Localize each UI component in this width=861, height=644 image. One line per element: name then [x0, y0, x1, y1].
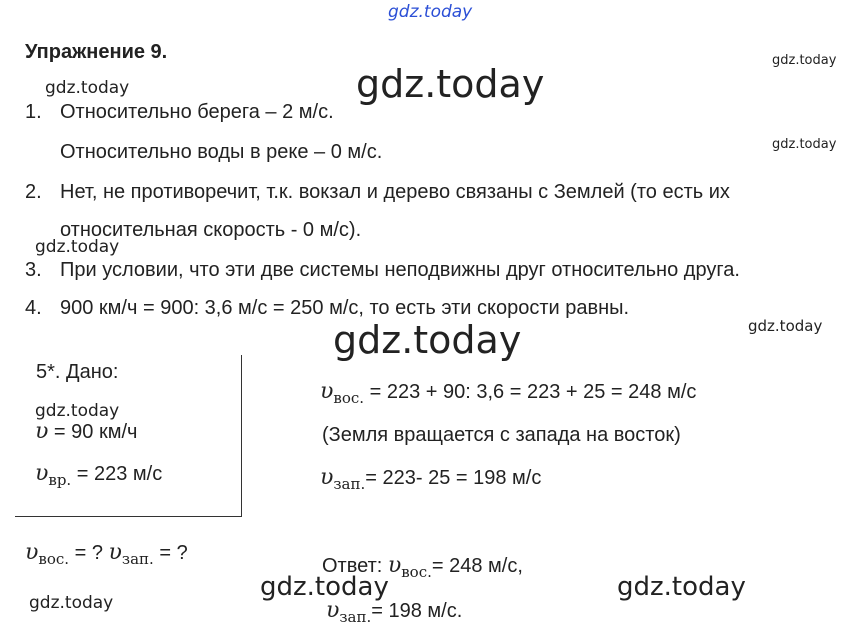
answer-value-1: = 248 м/с,	[431, 555, 523, 577]
solution-line-1-value: = 223 + 90: 3,6 = 223 + 25 = 248 м/с	[364, 381, 697, 403]
watermark-large: gdz.today	[333, 318, 522, 362]
velocity-symbol: υ	[387, 553, 402, 578]
given-speed-value: = 90 км/ч	[48, 421, 138, 443]
answer-line-1	[25, 101, 334, 124]
watermark-small: gdz.today	[35, 237, 120, 257]
watermark-large: gdz.today	[356, 62, 545, 106]
velocity-symbol: υ	[320, 379, 334, 404]
answer-line	[322, 553, 523, 581]
watermark-medium: gdz.today	[260, 572, 389, 602]
given-rotation-value: = 223 м/с	[71, 463, 163, 485]
answer-label: Ответ:	[322, 555, 388, 577]
item-text: Относительно воды в реке – 0 м/с.	[60, 141, 383, 163]
solution-line-1	[320, 379, 696, 407]
find-line	[25, 540, 188, 568]
answer-line-6	[25, 297, 629, 320]
velocity-subscript: вос.	[333, 389, 365, 407]
velocity-symbol: υ	[35, 461, 49, 486]
watermark-medium: gdz.today	[617, 572, 746, 602]
solution-line-2: (Земля вращается с запада на восток)	[322, 424, 681, 446]
watermark-top: gdz.today	[388, 2, 473, 22]
velocity-subscript: зап.	[339, 608, 372, 626]
velocity-symbol: υ	[320, 465, 334, 490]
item-text: Относительно берега – 2 м/с.	[60, 101, 334, 123]
velocity-subscript: вос.	[401, 563, 432, 581]
given-divider-horizontal	[15, 516, 242, 517]
velocity-symbol: υ	[25, 540, 39, 565]
watermark-small: gdz.today	[29, 593, 114, 613]
answer-value-2: = 198 м/с.	[371, 600, 463, 622]
watermark-small: gdz.today	[45, 78, 130, 98]
velocity-symbol: υ	[35, 419, 49, 444]
item-text: относительная скорость - 0 м/с).	[60, 219, 362, 241]
item-text: При условии, что эти две системы неподвижны друг относительно друга.	[60, 259, 740, 281]
watermark-tiny: gdz.today	[772, 137, 837, 152]
watermark-small: gdz.today	[748, 317, 823, 335]
item-text: 900 км/ч = 900: 3,6 м/с = 250 м/с, то есть эти скорости равны.	[60, 297, 630, 319]
item-number: 4.	[25, 297, 42, 319]
watermark-small: gdz.today	[35, 401, 120, 421]
answer-line-2	[25, 141, 382, 164]
exercise-title: Упражнение 9.	[25, 41, 168, 63]
velocity-symbol: υ	[108, 540, 122, 565]
given-speed	[35, 419, 137, 444]
item-number: 2.	[25, 181, 42, 203]
answer-line-5	[25, 259, 740, 282]
find-separator: = ?	[69, 542, 109, 564]
watermark-tiny: gdz.today	[772, 53, 837, 68]
given-heading: 5*. Дано:	[36, 361, 119, 383]
velocity-symbol: υ	[326, 598, 340, 623]
velocity-subscript: зап.	[121, 550, 154, 568]
item-number: 3.	[25, 259, 42, 281]
item-number: 1.	[25, 101, 42, 123]
velocity-subscript: вос.	[38, 550, 70, 568]
given-divider-vertical	[241, 355, 242, 517]
given-rotation-speed	[35, 461, 162, 489]
velocity-subscript: вр.	[48, 471, 72, 489]
answer-line-3	[25, 181, 730, 204]
answer-line-4	[25, 219, 361, 242]
find-end: = ?	[153, 542, 188, 564]
solution-line-3	[320, 465, 541, 493]
answer-line-2	[326, 598, 462, 626]
velocity-subscript: зап.	[333, 475, 366, 493]
solution-line-3-value: = 223- 25 = 198 м/с	[365, 467, 542, 489]
item-text: Нет, не противоречит, т.к. вокзал и дерево связаны с Землей (то есть их	[60, 181, 730, 203]
